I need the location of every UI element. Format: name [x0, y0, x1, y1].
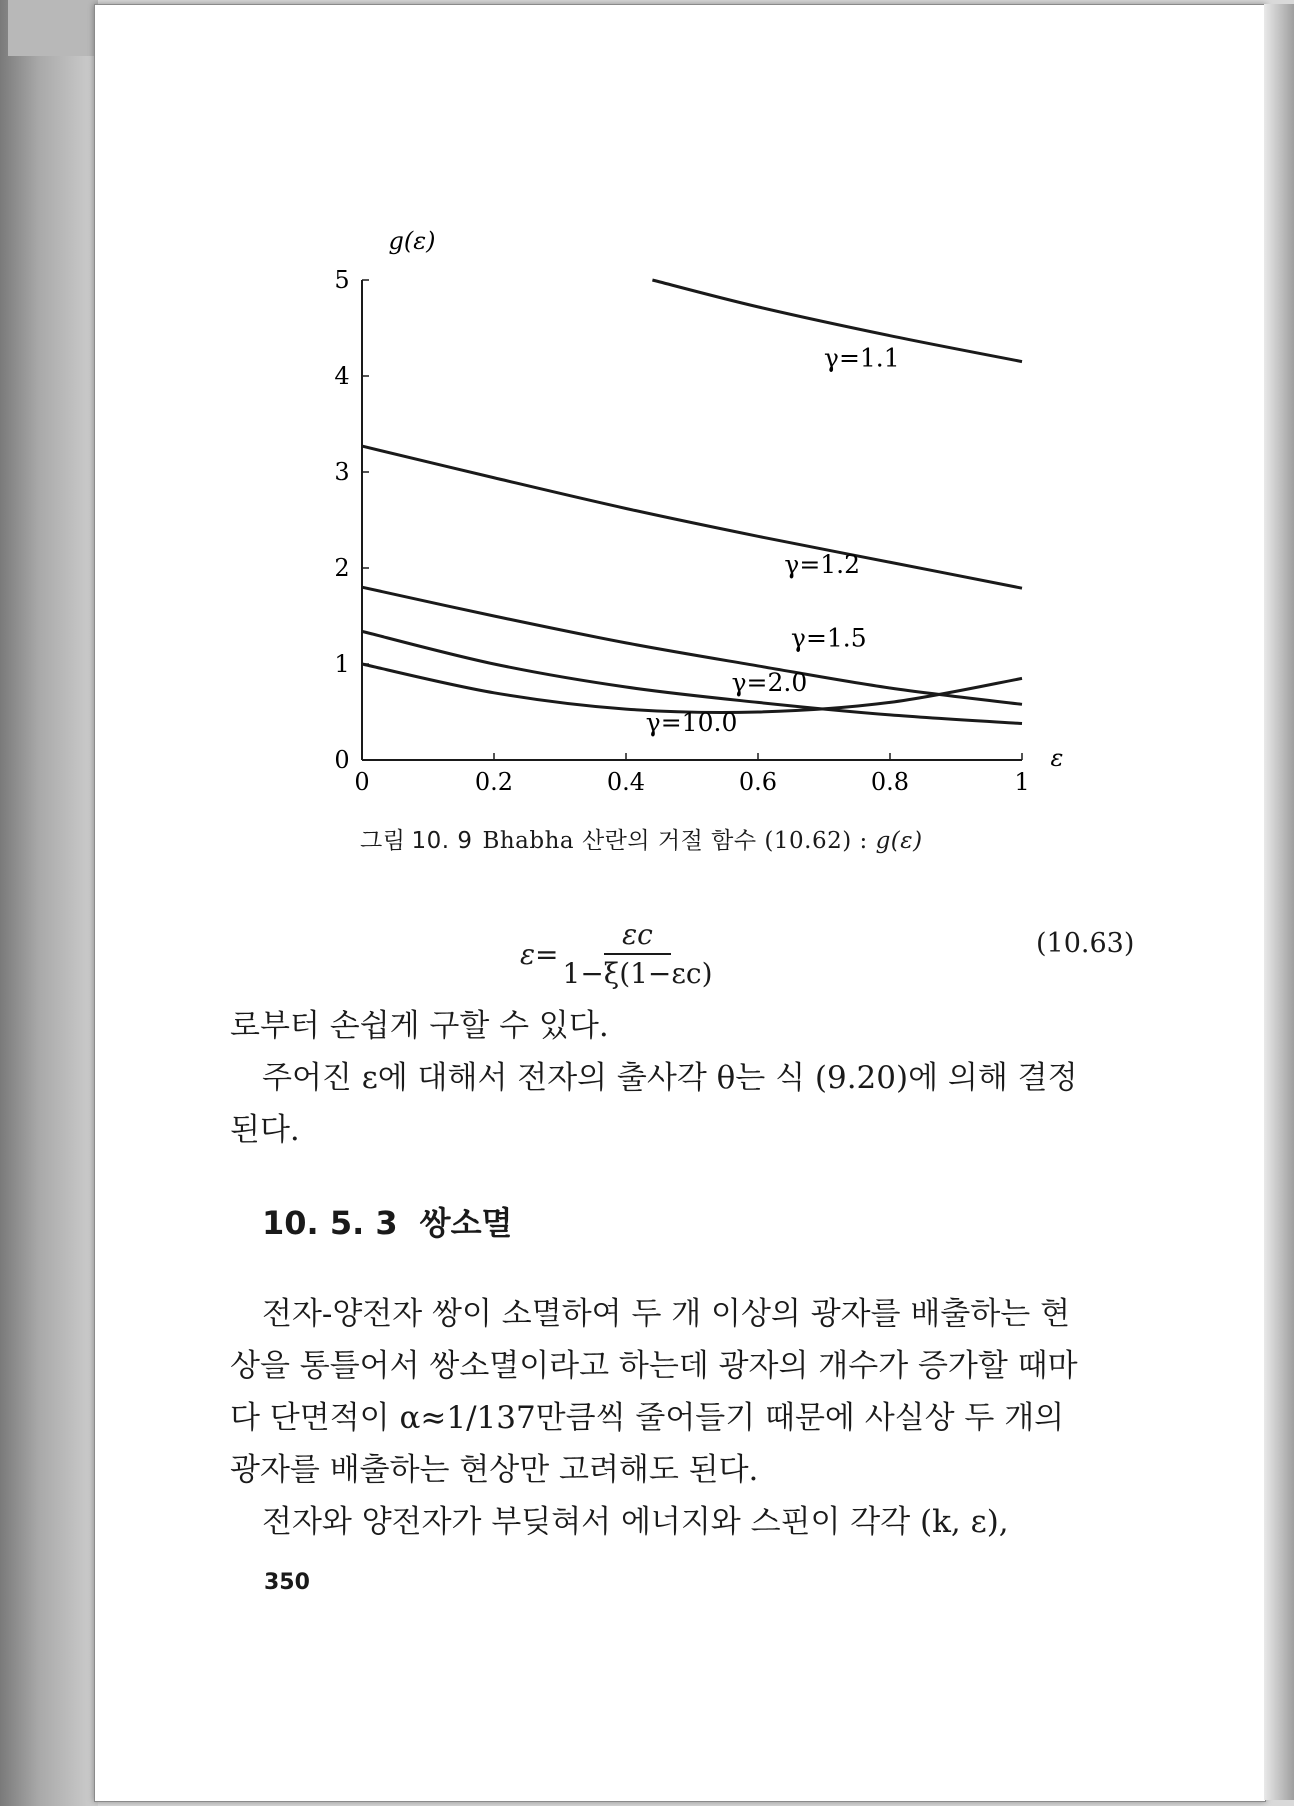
series-label: γ=1.1	[824, 343, 900, 373]
book-spine-top	[8, 0, 98, 56]
section-number: 10. 5. 3	[262, 1204, 398, 1242]
paragraph-1: 로부터 손쉽게 구할 수 있다.	[230, 1008, 609, 1044]
x-tick-label: 0.2	[474, 768, 514, 796]
series-line	[362, 446, 1022, 588]
bhabha-rejection-function-chart	[320, 225, 1064, 796]
paragraph-3-line-1: 전자-양전자 쌍이 소멸하여 두 개 이상의 광자를 배출하는 현	[262, 1296, 1071, 1332]
series-label: γ=10.0	[645, 708, 738, 738]
chart-series	[362, 280, 1022, 724]
figure-caption	[360, 822, 923, 855]
equation-fraction	[563, 918, 713, 990]
y-tick-label: 0	[334, 746, 350, 774]
figure-caption-text: Bhabha 산란의 거절 함수 (10.62) :	[482, 828, 876, 854]
series-line	[362, 664, 1022, 712]
equation-lhs: ε=	[520, 937, 559, 971]
equation-10-63	[520, 918, 713, 990]
series-label: γ=1.2	[784, 549, 861, 579]
x-axis-label: ε	[1050, 744, 1064, 772]
figure-number: 10. 9	[411, 828, 473, 854]
chart-axes	[362, 280, 1022, 760]
paragraph-3-line-3: 다 단면적이 α≈1/137만큼씩 줄어들기 때문에 사실상 두 개의	[230, 1400, 1065, 1436]
x-tick-label: 0.8	[870, 768, 910, 796]
series-label: γ=2.0	[731, 667, 808, 697]
x-tick-label: 0	[354, 768, 370, 796]
figure-label: 그림	[360, 828, 406, 854]
y-tick-label: 5	[334, 266, 350, 294]
section-title: 쌍소멸	[419, 1204, 513, 1242]
x-tick-label: 0.4	[606, 768, 646, 796]
series-label: γ=1.5	[791, 623, 867, 653]
section-heading	[262, 1198, 512, 1244]
equation-denominator: 1−ξ(1−εc)	[562, 957, 713, 990]
paragraph-3-line-2: 상을 통틀어서 쌍소멸이라고 하는데 광자의 개수가 증가할 때마	[230, 1348, 1078, 1384]
paragraph-2-line-2: 된다.	[230, 1112, 300, 1148]
paragraph-3-line-4: 광자를 배출하는 현상만 고려해도 된다.	[230, 1452, 759, 1488]
y-tick-label: 4	[334, 362, 350, 390]
x-tick-label: 0.6	[738, 768, 778, 796]
y-tick-label: 1	[334, 650, 350, 678]
figure-caption-symbol: g(ε)	[875, 828, 923, 854]
equation-number: (10.63)	[1036, 928, 1135, 959]
paragraph-2-line-1: 주어진 ε에 대해서 전자의 출사각 θ는 식 (9.20)에 의해 결정	[262, 1060, 1078, 1096]
paragraph-4-line-1: 전자와 양전자가 부딪혀서 에너지와 스핀이 각각 (k, ε),	[262, 1504, 1009, 1540]
x-tick-label: 1	[1014, 768, 1030, 796]
y-axis-label: g(ε)	[388, 227, 436, 255]
y-tick-label: 3	[334, 458, 350, 486]
equation-numerator: εc	[604, 918, 671, 955]
page-edge-shadow	[1264, 4, 1294, 1800]
y-tick-label: 2	[334, 554, 350, 582]
book-spine	[0, 0, 98, 1806]
page-number: 350	[264, 1570, 310, 1595]
